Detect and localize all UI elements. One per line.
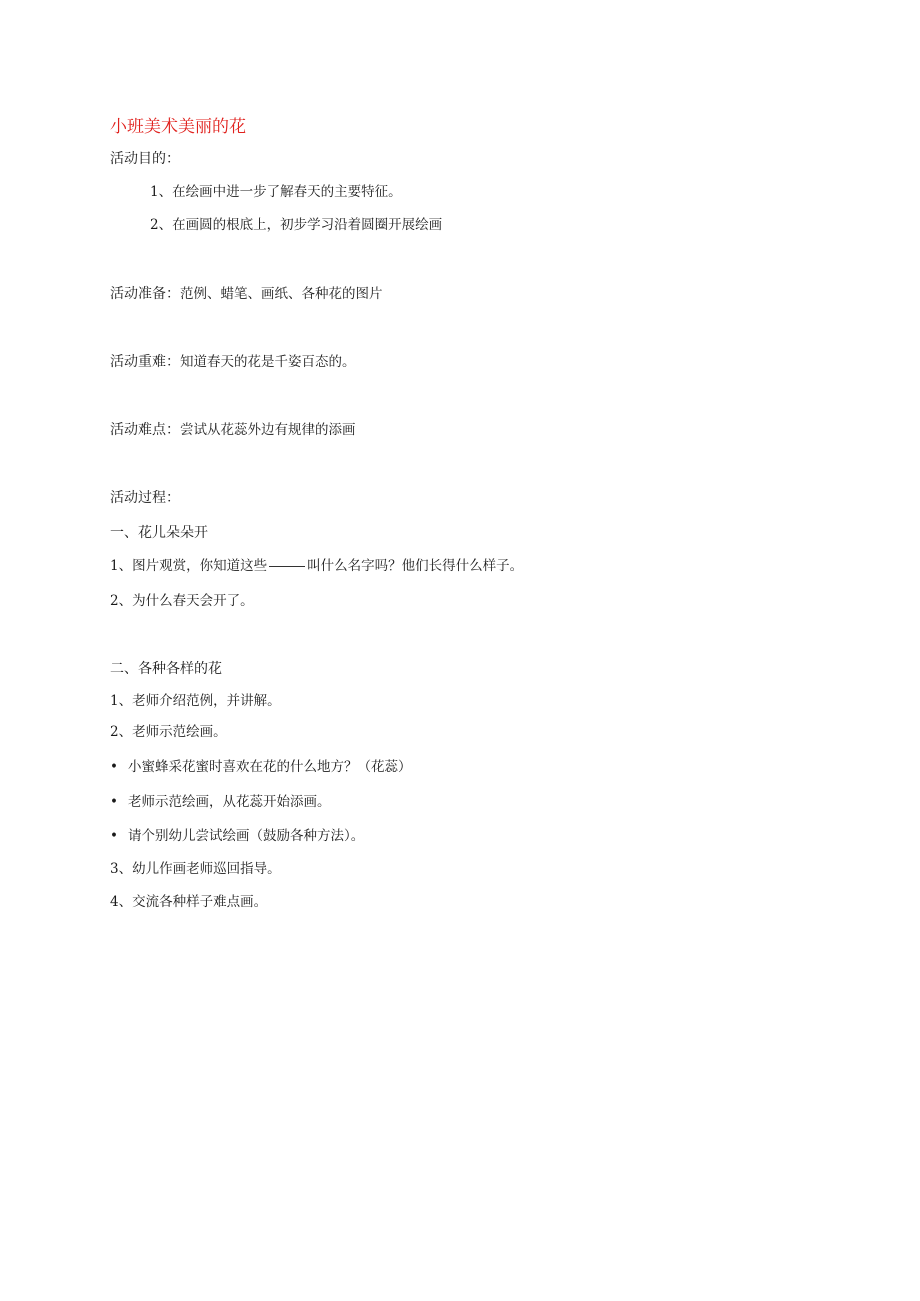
section2-item-1: 1、老师介绍范例，并讲解。 — [110, 693, 281, 709]
section1-item-1-after: 叫什么名字吗？他们长得什么样子。 — [307, 558, 524, 574]
focus-line — [110, 353, 356, 371]
section2-bullet-3 — [110, 827, 364, 845]
prep-text: 范例、蜡笔、画纸、各种花的图片 — [180, 286, 383, 302]
bullet-text: 老师示范绘画，从花蕊开始添画。 — [128, 794, 331, 810]
difficulty-text: 尝试从花蕊外边有规律的添画 — [180, 422, 356, 438]
fill-in-blank — [269, 566, 305, 567]
focus-label: 活动重难： — [110, 354, 180, 370]
prep-label: 活动准备： — [110, 286, 180, 302]
document-title: 小班美术美丽的花 — [110, 117, 246, 137]
section2-item-2: 2、老师示范绘画。 — [110, 724, 227, 740]
focus-text: 知道春天的花是千姿百态的。 — [180, 354, 356, 370]
section2-bullet-2 — [110, 793, 331, 811]
difficulty-line — [110, 421, 356, 439]
goal-item-1: 1、在绘画中进一步了解春天的主要特征。 — [150, 184, 402, 200]
section2-item-3: 3、幼儿作画老师巡回指导。 — [110, 861, 281, 877]
bullet-dot-icon: • — [110, 828, 118, 844]
goal-item-2: 2、在画圆的根底上，初步学习沿着圆圈开展绘画 — [150, 217, 443, 233]
prep-line — [110, 285, 383, 303]
bullet-dot-icon: • — [110, 759, 118, 775]
bullet-dot-icon: • — [110, 794, 118, 810]
section1-item-1 — [110, 557, 523, 575]
process-label: 活动过程： — [110, 490, 180, 506]
section2-bullet-1 — [110, 758, 412, 776]
bullet-text: 请个别幼儿尝试绘画（鼓励各种方法）。 — [128, 828, 365, 844]
section1-item-1-before: 1、图片观赏，你知道这些 — [110, 558, 268, 574]
bullet-text: 小蜜蜂采花蜜时喜欢在花的什么地方？（花蕊） — [128, 759, 412, 775]
section2-item-4: 4、交流各种样子难点画。 — [110, 894, 268, 910]
section1-item-2: 2、为什么春天会开了。 — [110, 593, 254, 609]
difficulty-label: 活动难点： — [110, 422, 180, 438]
goal-label: 活动目的： — [110, 151, 180, 167]
section2-heading: 二、各种各样的花 — [110, 661, 222, 677]
section1-heading: 一、花儿朵朵开 — [110, 525, 208, 541]
